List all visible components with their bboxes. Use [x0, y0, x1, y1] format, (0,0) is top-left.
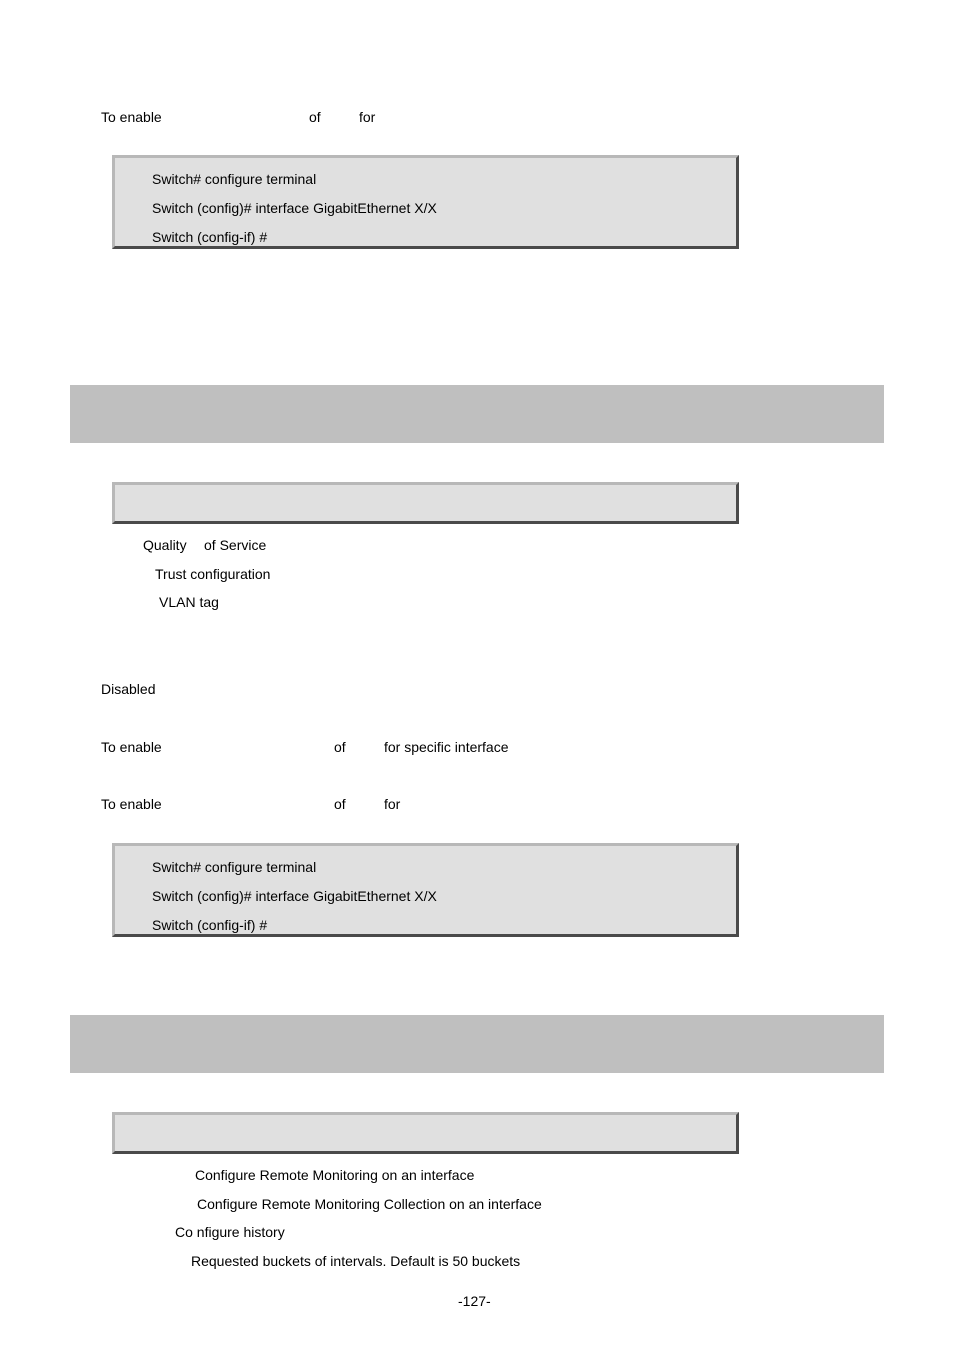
code-line: Switch# configure terminal — [152, 859, 317, 875]
param-trust-configuration: Trust configuration — [155, 566, 271, 582]
usage-text-to-enable: To enable — [101, 109, 162, 125]
code-line: Switch# configure terminal — [152, 171, 317, 187]
command-syntax-box — [112, 1112, 739, 1154]
usage-text-for: for — [384, 796, 401, 812]
code-line: Switch (config)# interface GigabitEthernet X/X — [152, 888, 437, 904]
usage-text-to-enable: To enable — [101, 796, 162, 812]
section-header-band — [70, 1015, 884, 1073]
code-line: Switch (config)# interface GigabitEthernet X/X — [152, 200, 437, 216]
usage-text-of: of — [309, 109, 321, 125]
param-description: Requested buckets of intervals. Default is 50 buckets — [191, 1253, 521, 1269]
param-of-service: of Service — [204, 537, 267, 553]
usage-text-for: for — [359, 109, 376, 125]
usage-text-of: of — [334, 796, 346, 812]
mode-text-for-specific-interface: for specific interface — [384, 739, 509, 755]
code-line: Switch (config-if) # — [152, 917, 268, 933]
command-syntax-box — [112, 482, 739, 524]
mode-text-of: of — [334, 739, 346, 755]
mode-text-to-enable: To enable — [101, 739, 162, 755]
section-header-band — [70, 385, 884, 443]
page-number: -127- — [458, 1293, 491, 1309]
param-description: Configure Remote Monitoring on an interface — [195, 1167, 475, 1183]
param-quality: Quality — [143, 537, 187, 553]
default-value: Disabled — [101, 681, 156, 697]
param-description: Co nfigure history — [175, 1224, 285, 1240]
code-line: Switch (config-if) # — [152, 229, 268, 245]
param-description: Configure Remote Monitoring Collection on an interface — [197, 1196, 542, 1212]
param-vlan-tag: VLAN tag — [159, 594, 219, 610]
